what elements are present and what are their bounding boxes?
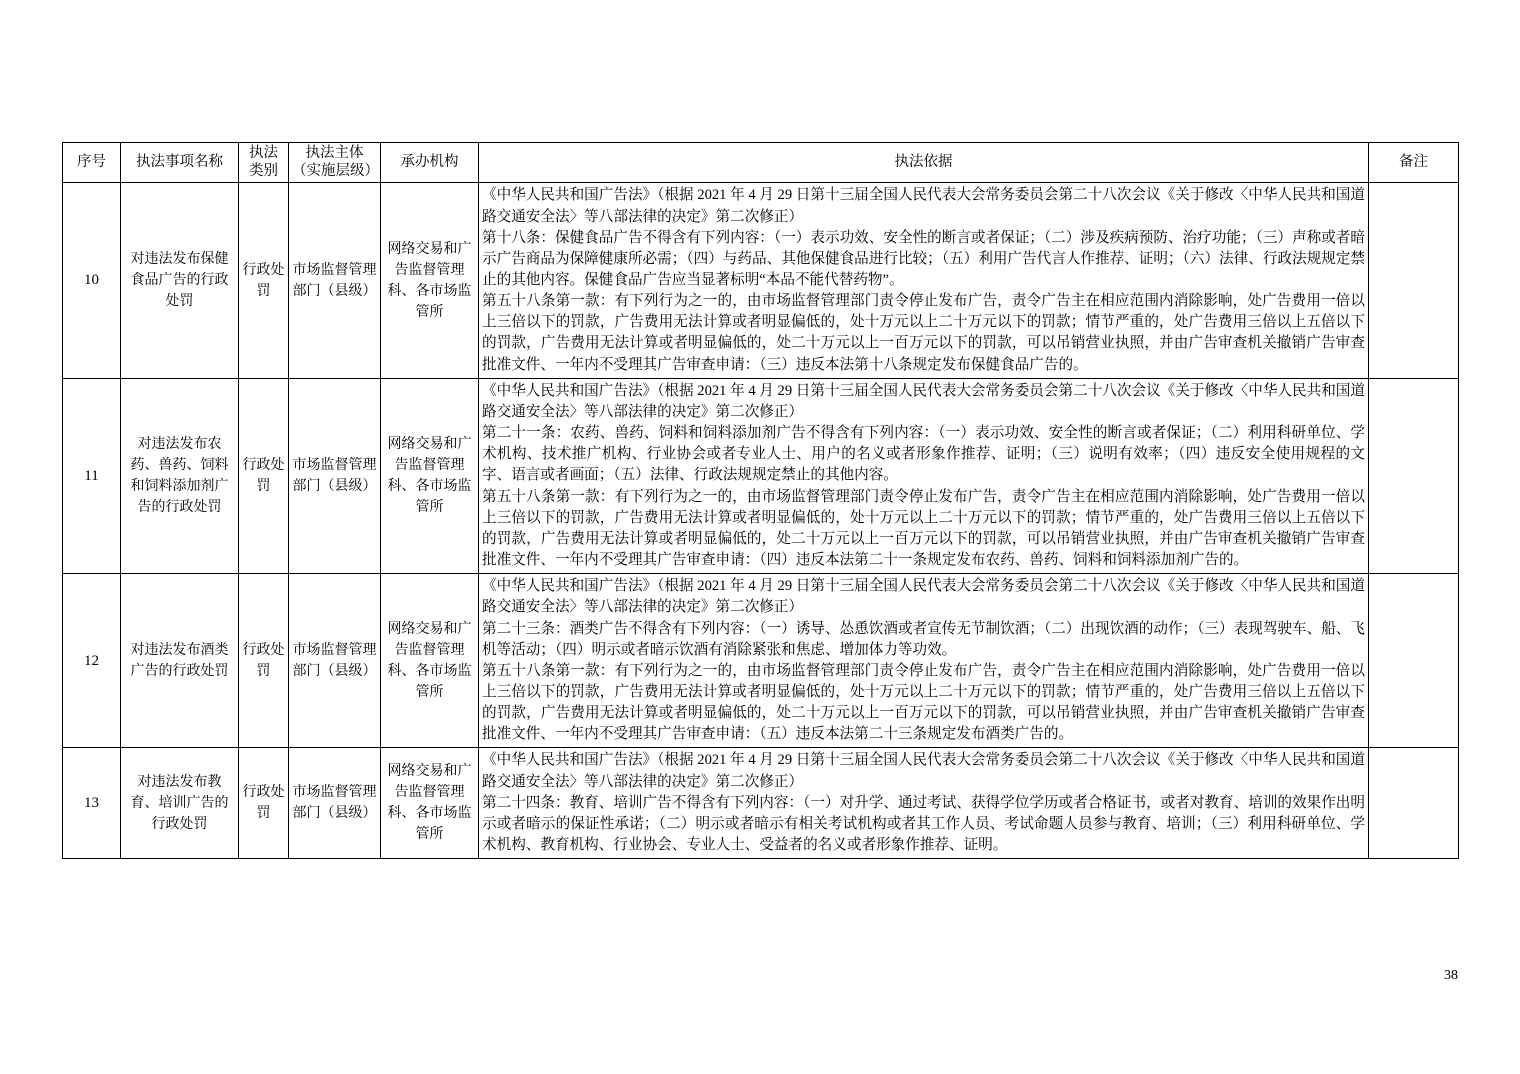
cell-seq: 11: [63, 378, 121, 573]
cell-item-name: 对违法发布农药、兽药、饲料和饲料添加剂广告的行政处罚: [121, 378, 239, 573]
cell-legal-basis: [479, 748, 1369, 859]
table-header: [63, 143, 1459, 183]
cell-organization: 网络交易和广告监督管理科、各市场监管所: [381, 378, 479, 573]
table-body: [63, 183, 1459, 859]
cell-seq: 10: [63, 183, 121, 378]
cell-subject: 市场监督管理部门（县级）: [289, 748, 381, 859]
cell-organization: 网络交易和广告监督管理科、各市场监管所: [381, 574, 479, 748]
table-row: [63, 574, 1459, 748]
legal-basis-paragraph: 第二十四条：教育、培训广告不得含有下列内容：（一）对升学、通过考试、获得学位学历或者合格证书，或者对教育、培训的效果作出明示或者暗示的保证性承诺；（二）明示或者暗示有相关考试机构或者其工作人员、考试命题人员参与教育、培训；（三）利用科研单位、学术机构、教育机构、行业协会、专业人士、受益者的名义或者形象作推荐、证明。: [482, 794, 1365, 854]
column-header-remark: 备注: [1369, 143, 1459, 183]
cell-legal-basis: [479, 378, 1369, 573]
cell-seq: 12: [63, 574, 121, 748]
legal-basis-paragraph: 《中华人民共和国广告法》（根据 2021 年 4 月 29 日第十三届全国人民代表大会常务委员会第二十八次会议《关于修改〈中华人民共和国道路交通安全法〉等八部法律的决定》第二次修正）: [482, 578, 1365, 616]
cell-item-name: 对违法发布酒类广告的行政处罚: [121, 574, 239, 748]
legal-basis-paragraph: 第二十三条：酒类广告不得含有下列内容：（一）诱导、怂恿饮酒或者宣传无节制饮酒；（二）出现饮酒的动作；（三）表现驾驶车、船、飞机等活动；（四）明示或者暗示饮酒有消除紧张和焦虑、增加体力等功效。: [482, 620, 1365, 658]
cell-subject: 市场监督管理部门（县级）: [289, 378, 381, 573]
column-header-legal-basis: 执法依据: [479, 143, 1369, 183]
legal-basis-paragraph: 第十八条：保健食品广告不得含有下列内容：（一）表示功效、安全性的断言或者保证；（二）涉及疾病预防、治疗功能；（三）声称或者暗示广告商品为保障健康所必需；（四）与药品、其他保健食品进行比较；（五）利用广告代言人作推荐、证明；（六）法律、行政法规规定禁止的其他内容。保健食品广告应当显著标明“本品不能代替药物”。: [482, 229, 1365, 288]
legal-basis-paragraph: 第五十八条第一款：有下列行为之一的，由市场监督管理部门责令停止发布广告，责令广告主在相应范围内消除影响，处广告费用一倍以上三倍以下的罚款，广告费用无法计算或者明显偏低的，处十万元以上二十万元以下的罚款；情节严重的，处广告费用三倍以上五倍以下的罚款，广告费用无法计算或者明显偏低的，处二十万元以上一百万元以下的罚款，可以吊销营业执照，并由广告审查机关撤销广告审查批准文件、一年内不受理其广告审查申请：（五）违反本法第二十三条规定发布酒类广告的。: [482, 662, 1365, 743]
column-header-item-name: 执法事项名称: [121, 143, 239, 183]
table-row: [63, 378, 1459, 573]
table-row: [63, 183, 1459, 378]
cell-category: 行政处罚: [239, 574, 289, 748]
cell-legal-basis: [479, 183, 1369, 378]
legal-basis-paragraph: 《中华人民共和国广告法》（根据 2021 年 4 月 29 日第十三届全国人民代表大会常务委员会第二十八次会议《关于修改〈中华人民共和国道路交通安全法〉等八部法律的决定》第二次修正）: [482, 752, 1365, 790]
column-header-seq: 序号: [63, 143, 121, 183]
cell-category: 行政处罚: [239, 748, 289, 859]
legal-basis-paragraph: 第二十一条：农药、兽药、饲料和饲料添加剂广告不得含有下列内容：（一）表示功效、安全性的断言或者保证；（二）利用科研单位、学术机构、技术推广机构、行业协会或者专业人士、用户的名义或者形象作推荐、证明；（三）说明有效率；（四）违反安全使用规程的文字、语言或者画面；（五）法律、行政法规规定禁止的其他内容。: [482, 425, 1365, 484]
enforcement-items-table: [62, 142, 1459, 859]
legal-basis-paragraph: 第五十八条第一款：有下列行为之一的，由市场监督管理部门责令停止发布广告，责令广告主在相应范围内消除影响，处广告费用一倍以上三倍以下的罚款，广告费用无法计算或者明显偏低的，处十万元以上二十万元以下的罚款；情节严重的，处广告费用三倍以上五倍以下的罚款，广告费用无法计算或者明显偏低的，处二十万元以上一百万元以下的罚款，可以吊销营业执照，并由广告审查机关撤销广告审查批准文件、一年内不受理其广告审查申请：（四）违反本法第二十一条规定发布农药、兽药、饲料和饲料添加剂广告的。: [482, 488, 1365, 569]
cell-item-name: 对违法发布教育、培训广告的行政处罚: [121, 748, 239, 859]
legal-basis-paragraph: 第五十八条第一款：有下列行为之一的，由市场监督管理部门责令停止发布广告，责令广告主在相应范围内消除影响，处广告费用一倍以上三倍以下的罚款，广告费用无法计算或者明显偏低的，处十万元以上二十万元以下的罚款；情节严重的，处广告费用三倍以上五倍以下的罚款，广告费用无法计算或者明显偏低的，处二十万元以上一百万元以下的罚款，可以吊销营业执照，并由广告审查机关撤销广告审查批准文件、一年内不受理其广告审查申请：（三）违反本法第十八条规定发布保健食品广告的。: [482, 293, 1365, 373]
cell-organization: 网络交易和广告监督管理科、各市场监管所: [381, 183, 479, 378]
cell-category: 行政处罚: [239, 183, 289, 378]
table-row: [63, 748, 1459, 859]
cell-remark: [1369, 378, 1459, 573]
legal-basis-paragraph: 《中华人民共和国广告法》（根据 2021 年 4 月 29 日第十三届全国人民代表大会常务委员会第二十八次会议《关于修改〈中华人民共和国道路交通安全法〉等八部法律的决定》第二次修正）: [482, 187, 1365, 225]
column-header-subject: 执法主体（实施层级）: [289, 143, 381, 183]
cell-subject: 市场监督管理部门（县级）: [289, 183, 381, 378]
cell-remark: [1369, 574, 1459, 748]
page-number: 38: [1444, 968, 1458, 983]
column-header-organization: 承办机构: [381, 143, 479, 183]
table-header-row: [63, 143, 1459, 183]
cell-item-name: 对违法发布保健食品广告的行政处罚: [121, 183, 239, 378]
cell-remark: [1369, 183, 1459, 378]
column-header-category: 执法类别: [239, 143, 289, 183]
cell-organization: 网络交易和广告监督管理科、各市场监管所: [381, 748, 479, 859]
cell-legal-basis: [479, 574, 1369, 748]
cell-seq: 13: [63, 748, 121, 859]
legal-basis-paragraph: 《中华人民共和国广告法》（根据 2021 年 4 月 29 日第十三届全国人民代表大会常务委员会第二十八次会议《关于修改〈中华人民共和国道路交通安全法〉等八部法律的决定》第二次修正）: [482, 382, 1365, 420]
cell-subject: 市场监督管理部门（县级）: [289, 574, 381, 748]
cell-category: 行政处罚: [239, 378, 289, 573]
cell-remark: [1369, 748, 1459, 859]
